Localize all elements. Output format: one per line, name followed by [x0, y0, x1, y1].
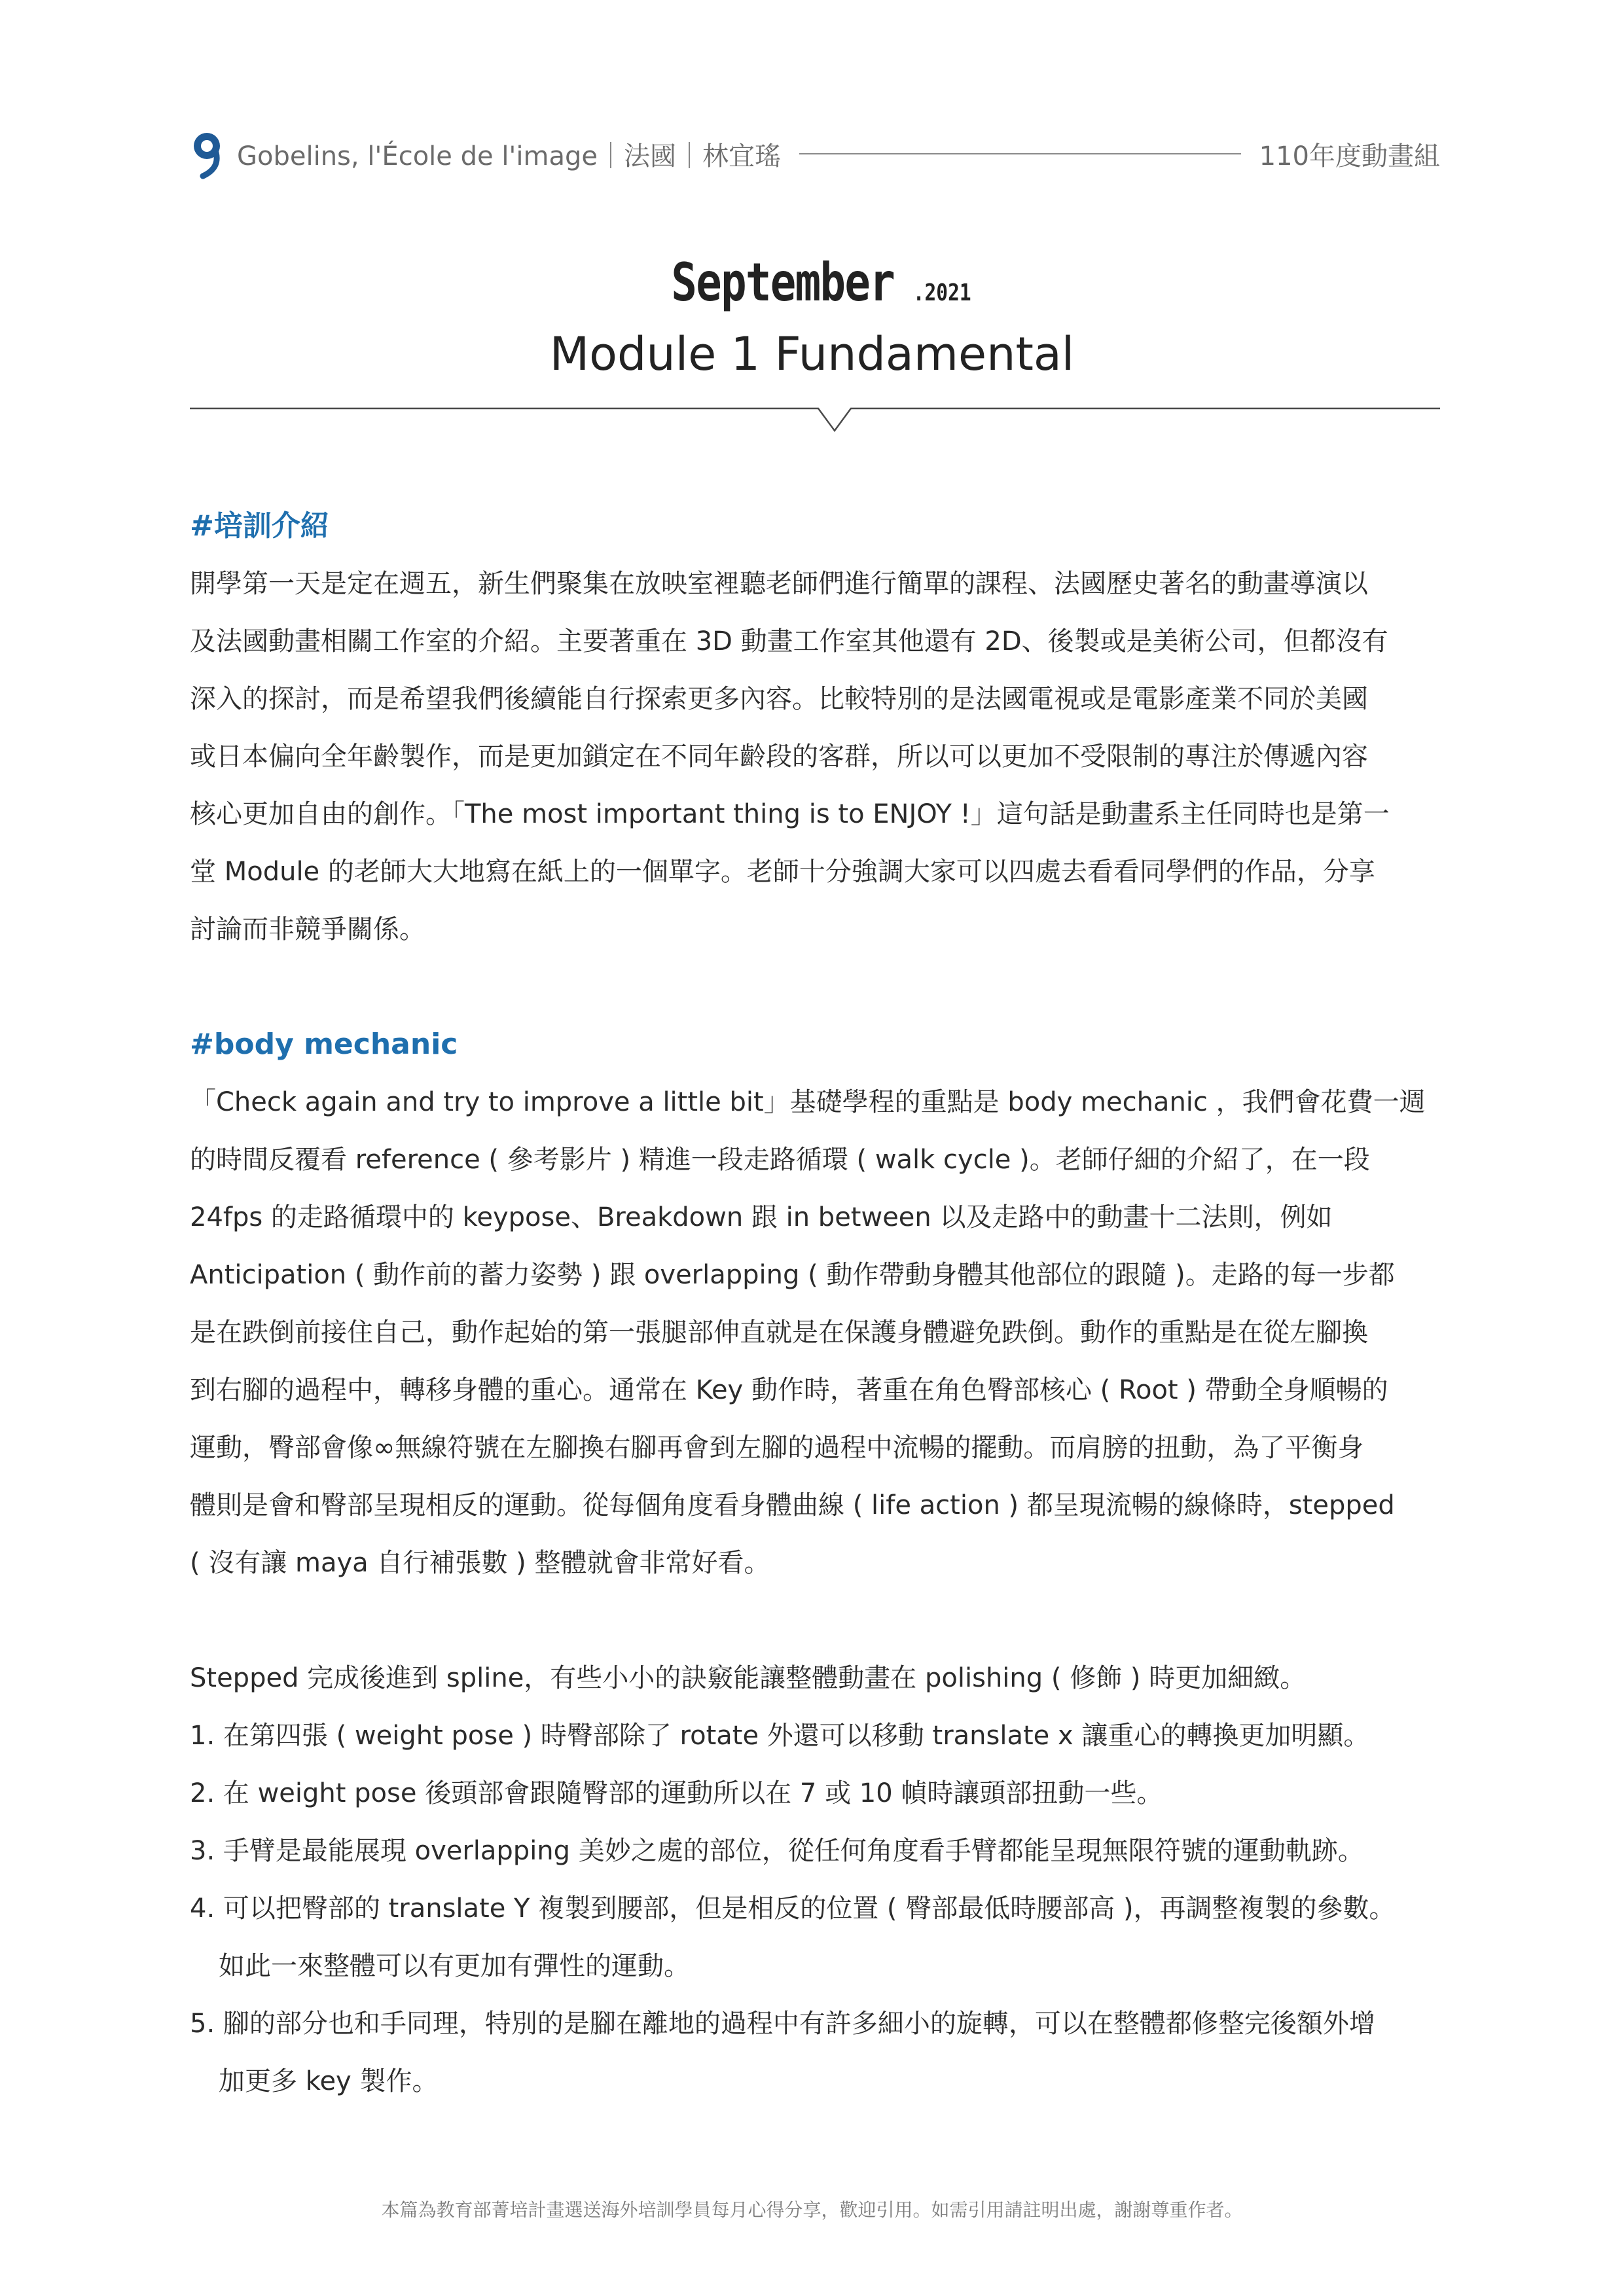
paragraph-line: 體則是會和臀部呈現相反的運動。從每個角度看身體曲線 ( life action ) 都呈現流暢的線條時，stepped [190, 1490, 1395, 1520]
paragraph-line: Stepped 完成後進到 spline，有些小小的訣竅能讓整體動畫在 polishing ( 修飾 ) 時更加細緻。 [190, 1663, 1307, 1693]
header-rule [799, 153, 1241, 154]
page-header [190, 128, 1440, 180]
paragraph-line: 及法國動畫相關工作室的介紹。主要著重在 3D 動畫工作室其他還有 2D、後製或是美術公司，但都沒有 [190, 626, 1388, 656]
header-year-group: 110年度動畫組 [1259, 141, 1440, 171]
list-item [190, 1995, 1440, 2110]
title-year: .2021 [912, 279, 971, 306]
list-item-line: 1. 在第四張 ( weight pose ) 時臀部除了 rotate 外還可以移動 translate x 讓重心的轉換更加明顯。 [190, 1721, 1370, 1751]
paragraph-line: 核心更加自由的創作。「The most important thing is to ENJOY !」這句話是動畫系主任同時也是第一 [190, 799, 1390, 829]
paragraph-line: 是在跌倒前接住自己，動作起始的第一張腿部伸直就是在保護身體避免跌倒。動作的重點是在從左腳換 [190, 1318, 1368, 1348]
paragraph-line: 24fps 的走路循環中的 keypose、Breakdown 跟 in between 以及走路中的動畫十二法則，例如 [190, 1202, 1333, 1232]
paragraph-line: 「Check again and try to improve a little bit」基礎學程的重點是 body mechanic ，我們會花費一週 [190, 1087, 1426, 1117]
list-item [190, 1822, 1440, 1880]
list-item-line: 2. 在 weight pose 後頭部會跟隨臀部的運動所以在 7 或 10 幀時讓頭部扭動一些。 [190, 1778, 1163, 1808]
page-footer: 本篇為教育部菁培計畫選送海外培訓學員每月心得分享，歡迎引用。如需引用請註明出處，謝謝尊重作者。 [381, 2199, 1243, 2221]
paragraph-line: 到右腳的過程中，轉移身體的重心。通常在 Key 動作時，著重在角色臀部核心 ( Root ) 帶動全身順暢的 [190, 1375, 1388, 1405]
title-module: Module 1 Fundamental [549, 327, 1075, 381]
paragraph-line: ( 沒有讓 maya 自行補張數 ) 整體就會非常好看。 [190, 1548, 770, 1578]
paragraph-line: Anticipation ( 動作前的蓄力姿勢 ) 跟 overlapping ( 動作帶動身體其他部位的跟隨 )。走路的每一步都 [190, 1260, 1395, 1290]
header-school: Gobelins, l'École de l'image｜法國｜林宜瑤 [237, 141, 782, 171]
list-item-line: 加更多 key 製作。 [219, 2066, 439, 2096]
list-item [190, 1765, 1440, 1822]
title-month: September [670, 252, 894, 313]
paragraph-line: 運動，臀部會像∞無線符號在左腳換右腳再會到左腳的過程中流暢的擺動。而肩膀的扭動，為了平衡身 [190, 1433, 1364, 1463]
list-item-line: 如此一來整體可以有更加有彈性的運動。 [219, 1951, 690, 1981]
list-item-line: 3. 手臂是最能展現 overlapping 美妙之處的部位，從任何角度看手臂都能呈現無限符號的運動軌跡。 [190, 1836, 1364, 1866]
title-month-block [0, 252, 1624, 313]
section-paragraph-body-mechanic [190, 1073, 1440, 1592]
list-item-line: 5. 腳的部分也和手同理，特別的是腳在離地的過程中有許多細小的旋轉，可以在整體都修整完後額外增 [190, 2009, 1375, 2039]
gobelins-logo-icon [190, 128, 224, 180]
paragraph-line: 或日本偏向全年齡製作，而是更加鎖定在不同年齡段的客群，所以可以更加不受限制的專注於傳遞內容 [190, 742, 1368, 772]
paragraph-line: 的時間反覆看 reference ( 參考影片 ) 精進一段走路循環 ( walk cycle )。老師仔細的介紹了，在一段 [190, 1145, 1370, 1175]
paragraph-line: 開學第一天是定在週五，新生們聚集在放映室裡聽老師們進行簡單的課程、法國歷史著名的動畫導演以 [190, 569, 1368, 599]
list-item-line: 4. 可以把臀部的 translate Y 複製到腰部，但是相反的位置 ( 臀部最低時腰部高 )，再調整複製的參數。 [190, 1893, 1396, 1924]
section-paragraph-training [190, 555, 1440, 958]
paragraph-line: 堂 Module 的老師大大地寫在紙上的一個單字。老師十分強調大家可以四處去看看同學們的作品，分享 [190, 857, 1375, 887]
paragraph-line: 討論而非競爭關係。 [190, 914, 425, 944]
list-item [190, 1880, 1440, 1995]
paragraph-line: 深入的探討，而是希望我們後續能自行探索更多內容。比較特別的是法國電視或是電影產業不同於美國 [190, 684, 1368, 714]
section-heading-training: #培訓介紹 [190, 509, 329, 543]
list-item [190, 1707, 1440, 1765]
section-heading-body-mechanic: #body mechanic [190, 1028, 458, 1061]
spline-intro [190, 1649, 1440, 1707]
main-content [190, 497, 1440, 2110]
title-divider [190, 399, 1440, 439]
